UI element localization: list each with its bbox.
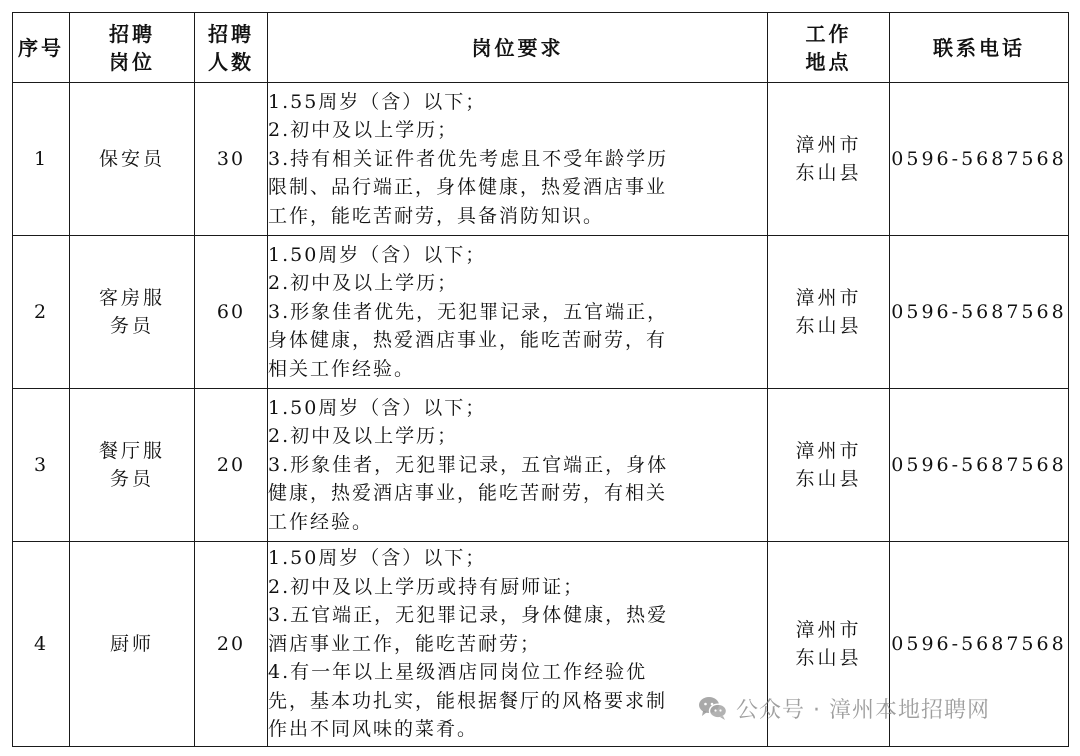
requirement-line: 4.有一年以上星级酒店同岗位工作经验优 <box>268 661 648 684</box>
requirement-line: 先，基本功扎实，能根据餐厅的风格要求制 <box>268 689 668 712</box>
header-count-line-1: 招聘 <box>208 21 254 46</box>
row-index: 3 <box>13 389 70 542</box>
row-count: 60 <box>195 236 268 389</box>
table-header-row <box>13 13 1069 83</box>
requirement-line: 限制、品行端正，身体健康，热爱酒店事业 <box>268 176 668 199</box>
recruitment-table <box>12 12 1069 747</box>
requirement-line: 1.55周岁（含）以下； <box>268 90 487 113</box>
row-location-line-1: 漳州市 <box>795 287 862 309</box>
row-index: 4 <box>13 542 70 747</box>
requirement-line: 1.50周岁（含）以下； <box>268 547 487 570</box>
row-requirements <box>268 389 768 542</box>
row-position-line-1: 餐厅服 <box>98 440 165 462</box>
row-count: 20 <box>195 389 268 542</box>
requirement-line: 身体健康，热爱酒店事业，能吃苦耐劳，有 <box>268 329 668 352</box>
requirement-line: 作出不同风味的菜肴。 <box>268 718 479 741</box>
header-location-line-2: 地点 <box>805 49 852 74</box>
header-count-line-2: 人数 <box>208 49 254 74</box>
requirement-line: 2.初中及以上学历； <box>268 272 459 295</box>
row-location <box>768 236 890 389</box>
header-location-line-1: 工作 <box>805 21 852 46</box>
row-requirements <box>268 542 768 747</box>
row-location-line-2: 东山县 <box>795 468 862 490</box>
row-count: 20 <box>195 542 268 747</box>
row-location <box>768 389 890 542</box>
requirement-line: 3.持有相关证件者优先考虑且不受年龄学历 <box>268 147 669 170</box>
requirement-line: 3.五官端正，无犯罪记录，身体健康，热爱 <box>268 604 669 627</box>
requirement-line: 2.初中及以上学历； <box>268 119 459 142</box>
row-count: 30 <box>195 83 268 236</box>
requirement-line: 健康，热爱酒店事业，能吃苦耐劳，有相关 <box>268 482 668 505</box>
header-position <box>70 13 195 83</box>
header-position-line-2: 岗位 <box>109 49 155 74</box>
requirement-line: 2.初中及以上学历或持有厨师证； <box>268 575 585 598</box>
row-requirements <box>268 83 768 236</box>
requirement-line: 工作，能吃苦耐劳，具备消防知识。 <box>268 204 605 227</box>
header-count <box>195 13 268 83</box>
wechat-icon <box>698 695 728 721</box>
row-position-line-2: 务员 <box>109 468 154 490</box>
row-position <box>70 236 195 389</box>
row-location-line-2: 东山县 <box>795 647 862 669</box>
table-row <box>13 236 1069 389</box>
header-location <box>768 13 890 83</box>
row-location-line-1: 漳州市 <box>795 134 862 156</box>
row-location-line-2: 东山县 <box>795 162 862 184</box>
requirement-line: 3.形象佳者，无犯罪记录，五官端正，身体 <box>268 453 669 476</box>
row-position <box>70 542 195 747</box>
row-location <box>768 83 890 236</box>
row-requirements <box>268 236 768 389</box>
row-location-line-1: 漳州市 <box>795 440 862 462</box>
row-position-line: 保安员 <box>98 148 165 170</box>
requirement-line: 工作经验。 <box>268 510 374 533</box>
row-location-line-2: 东山县 <box>795 315 862 337</box>
row-phone: 0596-5687568 <box>890 389 1069 542</box>
row-position <box>70 83 195 236</box>
header-index: 序号 <box>13 13 70 83</box>
requirement-line: 1.50周岁（含）以下； <box>268 396 487 419</box>
requirement-line: 酒店事业工作，能吃苦耐劳； <box>268 632 542 655</box>
watermark-text: 公众号 · 漳州本地招聘网 <box>736 697 990 723</box>
header-phone: 联系电话 <box>890 13 1069 83</box>
header-requirements: 岗位要求 <box>268 13 768 83</box>
requirement-line: 3.形象佳者优先，无犯罪记录，五官端正， <box>268 300 669 323</box>
requirement-line: 1.50周岁（含）以下； <box>268 243 487 266</box>
requirement-line: 相关工作经验。 <box>268 357 416 380</box>
row-position-line: 厨师 <box>109 633 154 655</box>
wechat-watermark <box>698 690 990 726</box>
row-index: 1 <box>13 83 70 236</box>
row-phone: 0596-5687568 <box>890 83 1069 236</box>
row-phone: 0596-5687568 <box>890 542 1069 747</box>
row-location-line-1: 漳州市 <box>795 619 862 641</box>
row-position-line-2: 务员 <box>109 315 154 337</box>
requirement-line: 2.初中及以上学历； <box>268 425 459 448</box>
table-row <box>13 389 1069 542</box>
row-index: 2 <box>13 236 70 389</box>
table-row <box>13 83 1069 236</box>
row-position <box>70 389 195 542</box>
row-phone: 0596-5687568 <box>890 236 1069 389</box>
header-position-line-1: 招聘 <box>109 21 155 46</box>
row-position-line-1: 客房服 <box>98 287 165 309</box>
